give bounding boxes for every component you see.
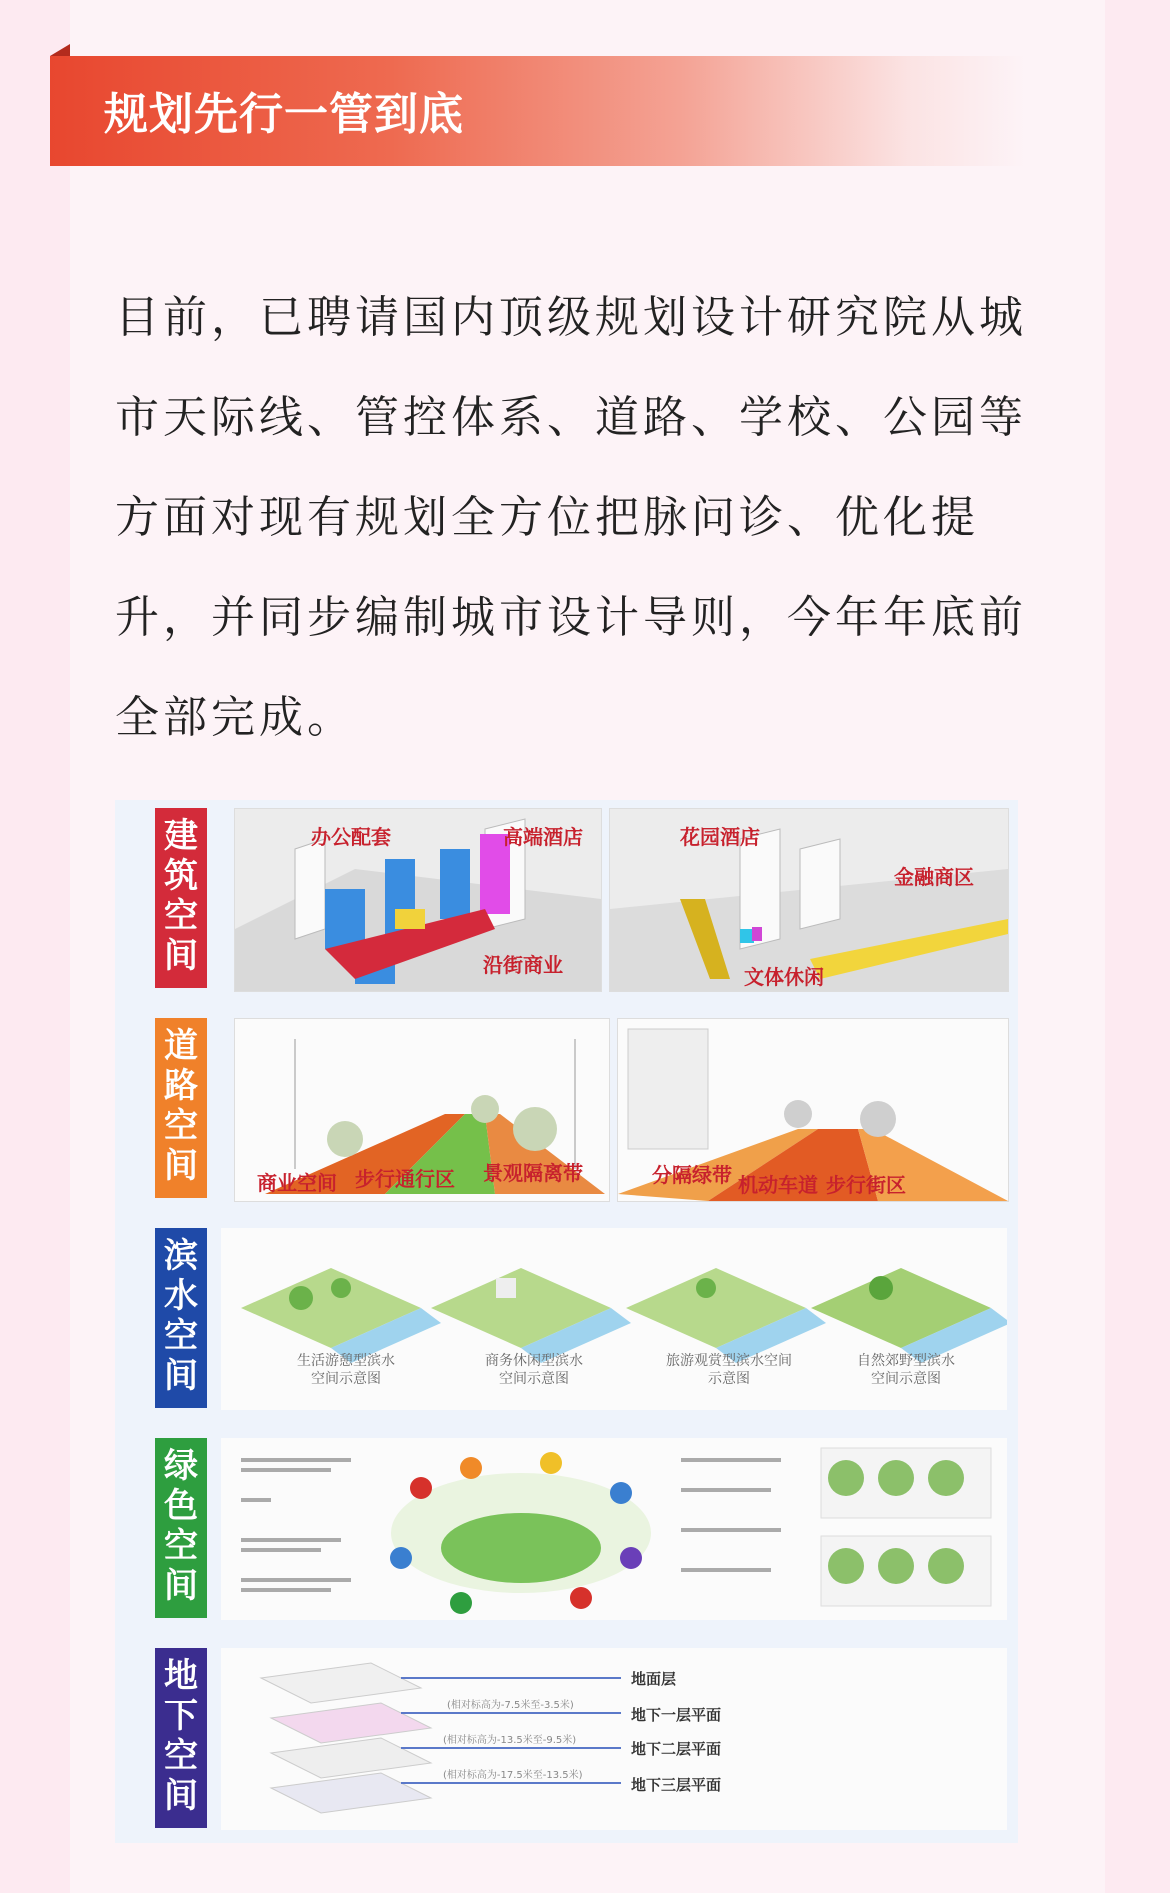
row-green-space	[121, 1438, 1011, 1628]
row-title-green: 绿 色 空 间	[155, 1438, 207, 1618]
label-motor-lane: 机动车道	[738, 1173, 818, 1197]
road-illustration-right	[617, 1018, 1009, 1202]
row-underground-space	[121, 1648, 1011, 1838]
label-landscape-strip: 景观隔离带	[483, 1161, 583, 1185]
road-illustration-left	[234, 1018, 610, 1202]
caption-tourism-waterfront: 旅游观赏型滨水空间 示意图	[666, 1353, 792, 1387]
label-garden-hotel: 花园酒店	[680, 825, 760, 849]
row-title-waterfront: 滨 水 空 间	[155, 1228, 207, 1408]
depth-label-b1: (相对标高为-7.5米至-3.5米)	[447, 1700, 574, 1711]
label-green-divider: 分隔绿带	[652, 1163, 732, 1187]
waterfront-illustrations	[221, 1228, 1007, 1410]
caption-natural-waterfront: 自然郊野型滨水 空间示意图	[857, 1353, 955, 1387]
caption-business-waterfront: 商务休闲型滨水 空间示意图	[485, 1353, 583, 1387]
label-commercial-space: 商业空间	[257, 1171, 337, 1195]
body-paragraph: 目前，已聘请国内顶级规划设计研究院从城市天际线、管控体系、道路、学校、公园等方面对现有规划全方位把脉问诊、优化提升，并同步编制城市设计导则，今年年底前全部完成。	[115, 292, 1027, 743]
depth-label-b3: (相对标高为-17.5米至-13.5米)	[443, 1770, 583, 1781]
green-illustrations	[221, 1438, 1007, 1620]
row-title-road: 道 路 空 间	[155, 1018, 207, 1198]
row-waterfront-space	[121, 1228, 1011, 1418]
banner-tab	[50, 44, 70, 56]
label-hotel: 高端酒店	[503, 825, 583, 849]
label-pedestrian-street: 步行街区	[826, 1173, 906, 1197]
layer-b1: 地下一层平面	[631, 1706, 722, 1724]
layer-b3: 地下三层平面	[631, 1776, 722, 1794]
underground-illustration	[221, 1648, 1007, 1830]
label-office: 办公配套	[311, 825, 391, 849]
row-building-space	[121, 808, 1011, 998]
building-illustration-left	[234, 808, 602, 992]
row-title-underground: 地 下 空 间	[155, 1648, 207, 1828]
label-street-commerce: 沿街商业	[483, 953, 563, 977]
layer-ground: 地面层	[631, 1670, 677, 1688]
underground-diagram	[221, 1648, 1007, 1830]
layer-b2: 地下二层平面	[631, 1740, 722, 1758]
planning-figure	[115, 800, 1018, 1843]
green-diagram	[221, 1438, 1007, 1620]
label-finance-district: 金融商区	[894, 865, 974, 889]
caption-living-waterfront: 生活游憩型滨水 空间示意图	[297, 1353, 395, 1387]
section-title: 规划先行一管到底	[104, 89, 464, 140]
label-pedestrian-zone: 步行通行区	[355, 1167, 455, 1191]
row-title-building: 建 筑 空 间	[155, 808, 207, 988]
label-culture-sports: 文体休闲	[744, 965, 824, 989]
depth-label-b2: (相对标高为-13.5米至-9.5米)	[443, 1735, 577, 1746]
row-road-space	[121, 1018, 1011, 1208]
building-illustration-right	[609, 808, 1009, 992]
